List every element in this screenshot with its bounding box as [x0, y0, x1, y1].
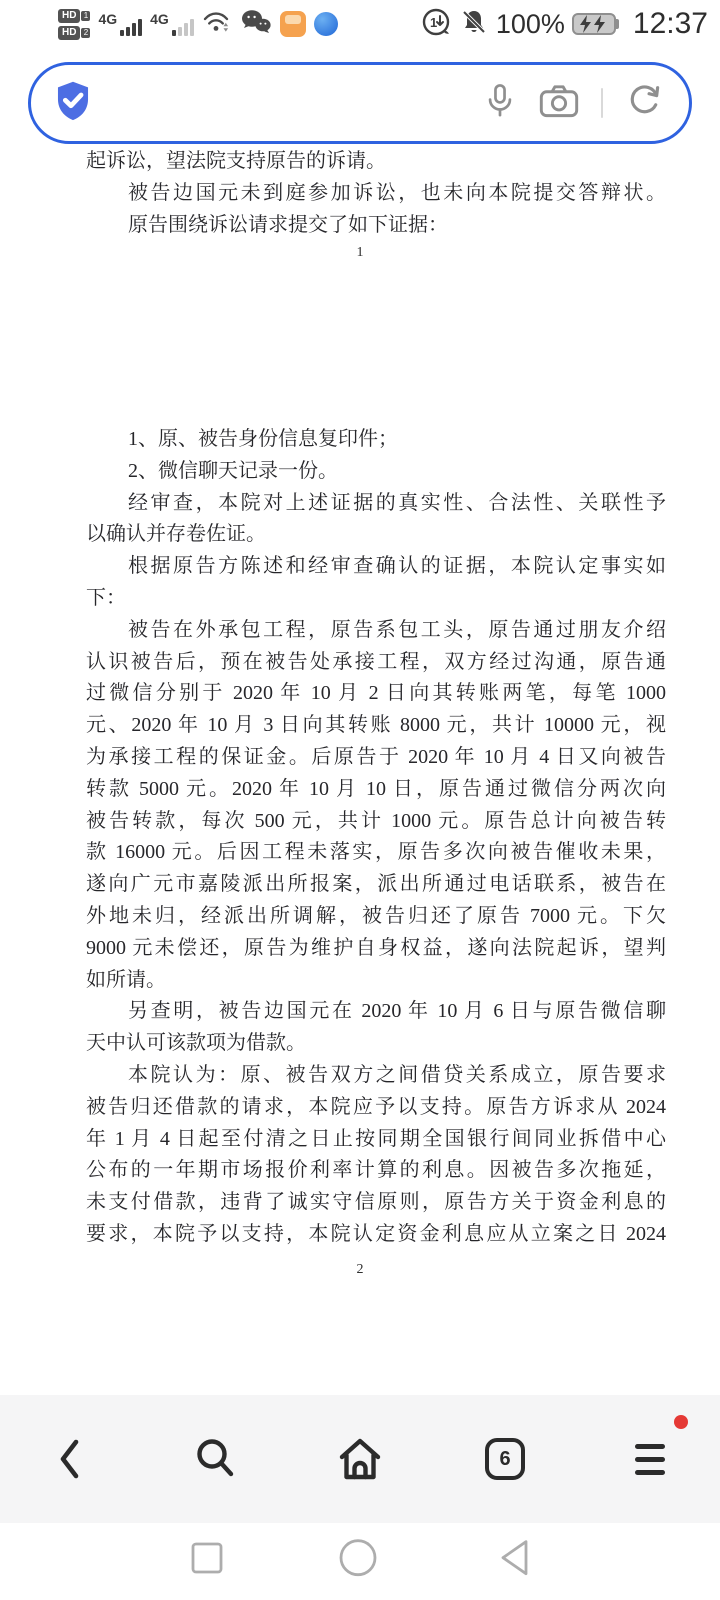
battery-percent-label: 100%: [495, 8, 565, 39]
document-text-line: 过微信分别于 2020 年 10 月 2 日向其转账两笔，每笔 1000: [86, 682, 666, 705]
document-text-line: 为承接工程的保证金。后原告于 2020 年 10 月 4 日又向被告: [86, 745, 666, 768]
status-left-icons: [58, 8, 338, 40]
address-bar-divider: [601, 88, 603, 118]
wifi-icon: [202, 9, 232, 40]
document-text-line: 1、原、被告身份信息复印件；: [128, 428, 398, 450]
document-text-line: 根据原告方陈述和经审查确认的证据，本院认定事实如: [128, 555, 666, 578]
document-text-line: 未支付借款，违背了诚实守信原则，原告方关于资金利息的: [86, 1191, 666, 1214]
document-text-line: 天中认可该款项为借款。: [86, 1032, 306, 1055]
hd1-badge: [58, 9, 90, 23]
document-text-line: 认识被告后，预在被告处承接工程，双方经过沟通，原告通: [86, 650, 666, 673]
svg-text:1: 1: [429, 14, 438, 30]
document-text-line: 要求，本院予以支持，本院认定资金利息应从立案之日 2024: [86, 1222, 666, 1245]
document-text-line: 9000 元未偿还，原告为维护自身权益，遂向法院起诉，望判: [86, 936, 666, 959]
hamburger-menu-icon: [635, 1444, 665, 1475]
document-text-line: 起诉讼，望法院支持原告的诉请。: [86, 150, 386, 172]
document-text-line: 元、2020 年 10 月 3 日向其转账 8000 元，共计 10000 元，视: [86, 714, 666, 737]
document-page-1-text: [86, 146, 666, 241]
voice-search-mic-icon[interactable]: [483, 81, 517, 126]
home-nav-button[interactable]: [338, 1537, 378, 1582]
menu-button[interactable]: [626, 1435, 674, 1483]
notifications-muted-icon: [459, 7, 489, 42]
document-text-line: 以确认并存卷佐证。: [86, 523, 266, 546]
sim2-signal-bars-icon: [172, 19, 194, 36]
status-right-icons: [420, 6, 708, 43]
volte-hd-icons: [58, 9, 90, 40]
hd2-label: HD: [58, 26, 80, 40]
document-text-line: 被告转款，每次 500 元，共计 1000 元。原告总计向被告转: [86, 809, 666, 832]
hd1-label: HD: [58, 9, 80, 23]
document-text-line: 遂向广元市嘉陵派出所报案，派出所通过电话联系，被告在: [86, 873, 666, 896]
document-text-line: 外地未归，经派出所调解，被告归还了原告 7000 元。下欠: [86, 904, 666, 927]
sim2-network-label: 4G: [150, 11, 169, 27]
document-text-line: 如所请。: [86, 968, 166, 991]
home-circle-icon: [338, 1537, 378, 1577]
document-text-line: 下：: [86, 586, 126, 609]
back-chevron-icon: [54, 1435, 86, 1483]
back-triangle-icon: [497, 1537, 531, 1577]
system-navigation-bar: [0, 1523, 720, 1600]
tab-count-label: 6: [499, 1447, 511, 1470]
sim1-network-label: 4G: [98, 11, 118, 27]
page-number-2: 2: [356, 1262, 364, 1277]
sim1-signal-bars-icon: [120, 19, 142, 36]
tabs-button[interactable]: [481, 1435, 529, 1483]
page-number-1: 1: [356, 245, 364, 260]
orange-app-notification-icon: [280, 11, 306, 37]
hd1-sim-number: 1: [81, 11, 90, 21]
home-button[interactable]: [336, 1435, 384, 1483]
battery-charging-icon: [572, 13, 622, 36]
search-button[interactable]: [191, 1435, 239, 1483]
wechat-icon: [240, 8, 272, 40]
status-bar: [0, 0, 720, 48]
document-text-line: 本院认为：原、被告双方之间借贷关系成立，原告要求: [128, 1063, 666, 1086]
document-text-line: 2、微信聊天记录一份。: [128, 459, 338, 482]
power-saver-icon: [420, 6, 452, 43]
document-text-line: 被告边国元未到庭参加诉讼，也未向本院提交答辩状。: [128, 181, 666, 204]
document-text-line: 经审查，本院对上述证据的真实性、合法性、关联性予: [128, 491, 666, 514]
document-text-line: 被告归还借款的请求，本院应予以支持。原告方诉求从 2024: [86, 1095, 666, 1118]
document-text-line: 另查明，被告边国元在 2020 年 10 月 6 日与原告微信聊: [128, 1000, 666, 1023]
document-text-line: 原告围绕诉讼请求提交了如下证据：: [128, 213, 448, 236]
browser-toolbar: [0, 1395, 720, 1523]
document-text-line: 转款 5000 元。2020 年 10 月 10 日，原告通过微信分两次向: [86, 777, 666, 800]
sim1-signal: [98, 12, 142, 36]
hd2-badge: [58, 26, 90, 40]
clock-label: 12:37: [632, 7, 708, 40]
recents-button[interactable]: [191, 1542, 223, 1579]
recents-square-icon: [191, 1542, 223, 1574]
camera-scan-icon[interactable]: [539, 83, 579, 124]
document-text-line: 被告在外承包工程，原告系包工头，原告通过朋友介绍: [128, 618, 666, 641]
document-text-line: 年 1 月 4 日起至付清之日止按同期全国银行间同业拆借中心: [86, 1127, 666, 1150]
browser-address-bar[interactable]: [28, 62, 692, 144]
document-text-line: 公布的一年期市场报价利率计算的利息。因被告多次拖延，: [86, 1159, 666, 1182]
tab-counter-icon: [485, 1438, 525, 1480]
document-page-2-text: [86, 424, 666, 1251]
back-nav-button[interactable]: [497, 1537, 531, 1582]
refresh-icon[interactable]: [625, 82, 663, 125]
menu-notification-badge: [674, 1415, 688, 1429]
search-icon: [193, 1437, 237, 1481]
document-text-line: 款 16000 元。后因工程未落实，原告多次向被告催收未果，: [86, 841, 666, 864]
blue-app-notification-icon: [314, 12, 338, 36]
sim2-signal: [150, 12, 194, 36]
site-safety-shield-icon[interactable]: [51, 78, 95, 129]
back-button[interactable]: [46, 1435, 94, 1483]
hd2-sim-number: 2: [81, 28, 90, 38]
home-icon: [336, 1436, 384, 1482]
